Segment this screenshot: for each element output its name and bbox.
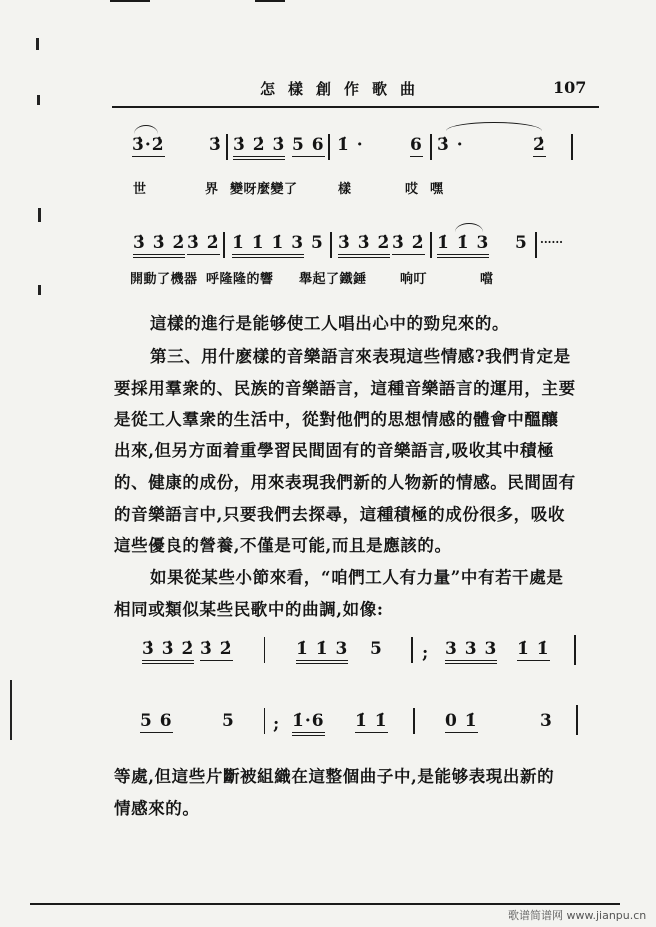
lyric: 世 — [133, 182, 147, 197]
note-group: 3̇ · — [437, 135, 464, 155]
watermark: 歌谱简谱网 www.jianpu.cn — [508, 909, 647, 922]
barline — [411, 637, 413, 663]
note-group: 3̇ 3̇ 2̇ — [133, 232, 185, 258]
note-group: 3̇ 3̇ 2̇ — [338, 232, 390, 258]
lyric: 哎 — [405, 182, 419, 197]
paragraph-line: 相同或類似某些民歌中的曲調,如像: — [114, 600, 384, 619]
barline — [430, 134, 432, 160]
paragraph-line: 的音樂語言中,只要我們去探尋，這種積極的成份很多，吸收 — [114, 505, 565, 524]
note-group: 2̇ — [533, 135, 546, 155]
slur — [446, 122, 542, 131]
barline — [571, 134, 573, 160]
note-group: 6 — [410, 135, 423, 155]
note-group: 1̇ 1̇ 1̇ 3 — [232, 232, 304, 258]
barline — [223, 232, 225, 258]
note-group: 1̇ 1̇ 3 — [296, 638, 348, 664]
paragraph-line: 是從工人羣衆的生活中，從對他們的思想情感的體會中醞釀 — [114, 410, 559, 429]
paragraph-line: 這樣的進行是能够使工人唱出心中的勁兒來的。 — [150, 314, 510, 333]
note-group: 3̇ 2̇ — [200, 639, 233, 659]
continuation-dots: ······ — [540, 236, 563, 249]
lyric: 响叮 — [400, 272, 428, 287]
scan-mark — [38, 208, 41, 222]
note-group: 3̇·2̇ — [132, 135, 165, 155]
barline — [576, 705, 578, 735]
scan-mark — [10, 680, 12, 740]
note-group: 3̇ 2̇ — [187, 233, 220, 253]
lyric: 噹 — [480, 272, 494, 287]
paragraph-line: 情感來的。 — [114, 799, 200, 818]
scan-mark — [255, 0, 285, 2]
barline — [413, 708, 415, 734]
note-group: 5 6 — [140, 711, 173, 731]
note-group: 1̇ 1̇ — [355, 711, 388, 731]
paragraph-line: 等處,但這些片斷被組織在這整個曲子中,是能够表現出新的 — [114, 767, 555, 786]
barline — [264, 637, 265, 663]
note-group: 5 6 — [292, 135, 325, 155]
paragraph-line: 要採用羣衆的、民族的音樂語言，這種音樂語言的運用，主要 — [114, 379, 576, 398]
paragraph-line: 第三、用什麽樣的音樂語言來表現這些情感?我們肯定是 — [150, 347, 571, 366]
lyric: 舉起了鐵錘 — [299, 272, 367, 287]
barline — [574, 635, 576, 665]
note-group: 5 — [222, 711, 235, 731]
note-group: 5 — [370, 639, 383, 659]
note-group: 3 3 3 — [445, 638, 497, 664]
note-group: 3̇ — [209, 135, 222, 155]
paragraph-line: 這些優良的營養,不僅是可能,而且是應該的。 — [114, 536, 452, 555]
paragraph-line: 如果從某些小節來看，“咱們工人有力量”中有若干處是 — [150, 568, 564, 587]
note-group: 3̇ 3̇ 2̇ — [142, 638, 194, 664]
note-group: 3̇ 2̇ 3̇ — [233, 134, 285, 160]
barline — [535, 232, 537, 258]
lyric: 界 — [205, 182, 219, 197]
lyric: 嘿 — [430, 182, 444, 197]
paragraph-line: 出來,但另方面着重學習民間固有的音樂語言,吸收其中積極 — [114, 441, 555, 460]
scan-mark — [110, 0, 150, 2]
note-group: 5 — [515, 233, 528, 253]
repeat-mark: ; — [422, 643, 430, 663]
running-title: 怎樣創作歌曲 — [260, 80, 429, 98]
barline — [330, 232, 332, 258]
barline — [264, 708, 265, 734]
lyric: 開動了機器 — [130, 272, 198, 287]
lyric: 呼隆隆的響 — [206, 272, 274, 287]
barline — [226, 134, 228, 160]
barline — [430, 232, 432, 258]
note-group: 1̇ 1̇ — [517, 639, 550, 659]
slur — [455, 223, 483, 232]
scan-mark — [37, 95, 40, 105]
note-group: 3̇ 2̇ — [392, 233, 425, 253]
paragraph-line: 的、健康的成份，用來表現我們新的人物新的情感。民間固有 — [114, 473, 576, 492]
note-group: 5 — [311, 233, 324, 253]
scan-mark — [36, 38, 39, 50]
scan-mark — [38, 285, 41, 295]
barline — [328, 134, 330, 160]
note-group: 3 — [540, 711, 553, 731]
note-group: 1̇ 1̇ 3 — [437, 232, 489, 258]
note-group: 0 1̇ — [445, 711, 478, 731]
lyric: 變呀麼變了 — [230, 182, 298, 197]
slur — [134, 125, 158, 134]
repeat-mark: ; — [273, 714, 281, 734]
page-number: 107 — [553, 78, 587, 97]
note-group: 1̇ · — [337, 135, 364, 155]
lyric: 樣 — [338, 182, 352, 197]
header-rule — [112, 106, 599, 108]
footer-rule — [30, 903, 620, 905]
note-group: 1̇·6 — [292, 710, 325, 736]
